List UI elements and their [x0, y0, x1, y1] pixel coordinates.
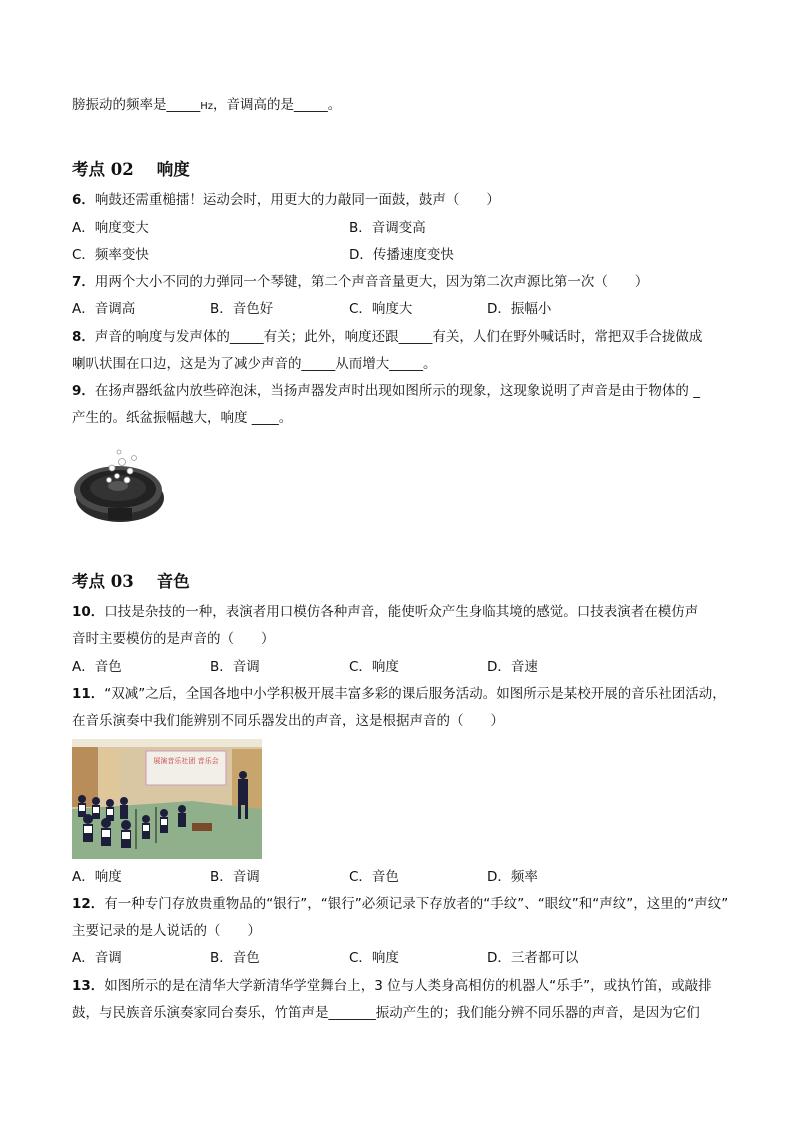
question-8: 8．声音的响度与发声体的_____有关；此外，响度还跟_____有关，人们在野外喊话时，常把双手合拢做成: [72, 329, 703, 345]
photo-banner-text: 展演音乐社团 音乐会: [153, 757, 219, 765]
q11-option-d[interactable]: D．频率: [487, 869, 538, 885]
question-10: 10．口技是杂技的一种，表演者用口模仿各种声音，能使听众产生身临其境的感觉。口技表演者在模仿声: [72, 604, 699, 620]
question-10-cont: 音时主要模仿的是声音的（ ）: [72, 631, 275, 647]
q12-option-a[interactable]: A．音调: [72, 950, 122, 966]
section-heading-02: 考点 02 响度: [72, 160, 190, 179]
question-7: 7．用两个大小不同的力弹同一个琴键，第二个声音音量更大，因为第二次声源比第一次（ ）: [72, 274, 649, 290]
q6-option-a[interactable]: A．响度变大: [72, 220, 149, 236]
question-13-cont: 鼓，与民族音乐演奏家同台奏乐，竹笛声是_______振动产生的；我们能分辨不同乐器的声音，是因为它们: [72, 1005, 700, 1021]
q6-option-d[interactable]: D．传播速度变快: [349, 247, 454, 263]
q11-option-c[interactable]: C．音色: [349, 869, 399, 885]
question-8-cont: 喇叭状围在口边，这是为了减少声音的_____从而增大_____。: [72, 356, 437, 372]
q10-option-d[interactable]: D．音速: [487, 659, 538, 675]
speaker-figure: [72, 444, 168, 526]
section-heading-03: 考点 03 音色: [72, 572, 190, 591]
q7-option-c[interactable]: C．响度大: [349, 301, 413, 317]
q10-option-a[interactable]: A．音色: [72, 659, 122, 675]
q12-option-c[interactable]: C．响度: [349, 950, 399, 966]
question-12-cont: 主要记录的是人说话的（ ）: [72, 923, 261, 939]
q10-option-b[interactable]: B．音调: [210, 659, 260, 675]
music-class-photo: [72, 739, 262, 859]
q11-option-b[interactable]: B．音调: [210, 869, 260, 885]
q7-option-a[interactable]: A．音调高: [72, 301, 136, 317]
q12-option-b[interactable]: B．音色: [210, 950, 260, 966]
question-6: 6．响鼓还需重槌擂！运动会时，用更大的力敲同一面鼓，鼓声（ ）: [72, 192, 500, 208]
q6-option-c[interactable]: C．频率变快: [72, 247, 149, 263]
question-12: 12．有一种专门存放贵重物品的“银行”，“银行”必须记录下存放者的“手纹”、“眼纹”和“声纹”，这里的“声纹”: [72, 896, 729, 912]
q7-option-d[interactable]: D．振幅小: [487, 301, 552, 317]
question-9-cont: 产生的。纸盆振幅越大，响度 ____。: [72, 410, 293, 426]
q10-option-c[interactable]: C．响度: [349, 659, 399, 675]
line-top: 膀振动的频率是_____Hz，音调高的是_____。: [72, 97, 342, 113]
question-11-cont: 在音乐演奏中我们能辨别不同乐器发出的声音，这是根据声音的（ ）: [72, 713, 504, 729]
question-9: 9．在扬声器纸盆内放些碎泡沫，当扬声器发声时出现如图所示的现象，这现象说明了声音是由于物体的 _: [72, 383, 700, 399]
q6-option-b[interactable]: B．音调变高: [349, 220, 426, 236]
question-13: 13．如图所示的是在清华大学新清华学堂舞台上，3 位与人类身高相仿的机器人“乐手”，或执竹笛，或敲排: [72, 978, 712, 994]
q7-option-b[interactable]: B．音色好: [210, 301, 274, 317]
q12-option-d[interactable]: D．三者都可以: [487, 950, 579, 966]
question-11: 11．“双减”之后，全国各地中小学积极开展丰富多彩的课后服务活动。如图所示是某校开展的音乐社团活动，: [72, 686, 726, 702]
q11-option-a[interactable]: A．响度: [72, 869, 122, 885]
